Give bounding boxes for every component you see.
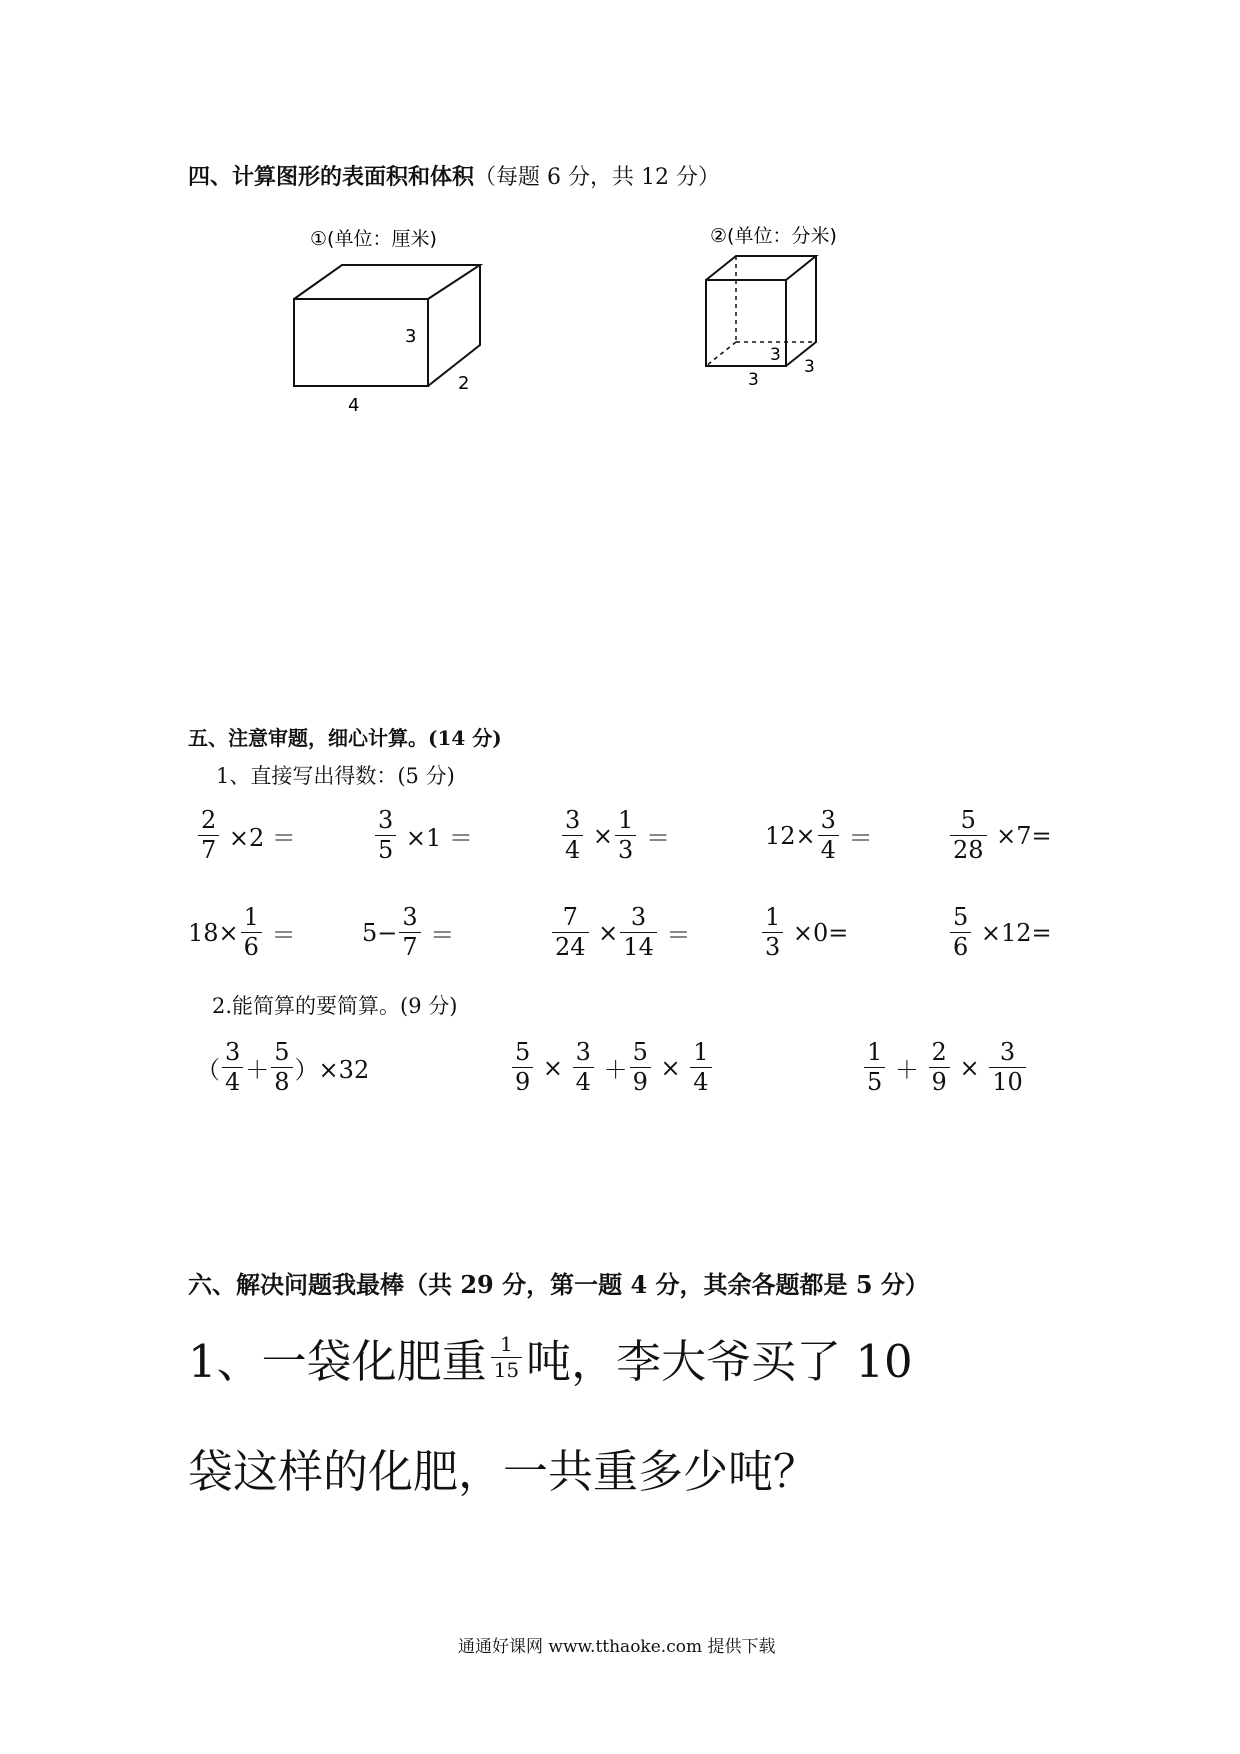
fraction: $\frac{5}{9}$ [630,1040,651,1095]
section4-note: （每题 6 分，共 12 分） [474,165,720,190]
simplify-expr-2: $\frac{5}{9}$ × $\frac{3}{4}$ ＋ $\frac{5}{9}$ × $\frac{1}{4}$ [510,1040,714,1095]
cube-side-face [786,256,816,366]
section5-heading: 五、注意审题，细心计算。(14 分) [188,726,502,750]
section5-sub1: 1、直接写出得数：(5 分) [216,764,455,788]
fraction: $\frac{1}{5}$ [864,1040,885,1095]
problem1-line2: 袋这样的化肥，一共重多少吨？ [188,1445,819,1498]
calc-r2-1: 18× $\frac{1}{6}$ ＝ [188,903,296,962]
fraction: $\frac{5}{6}$ [950,905,971,960]
fraction: $\frac{3}{7}$ [399,905,420,960]
calc-r1-2: $\frac{3}{5}$ ×1 ＝ [373,808,473,863]
fraction: $\frac{5}{8}$ [271,1040,292,1095]
fraction: $\frac{1}{4}$ [690,1040,711,1095]
calc-r1-5: $\frac{5}{28}$ ×7= [948,808,1052,863]
fraction: $\frac{3}{10}$ [989,1040,1026,1095]
footer-text: 通通好课网 www.tthaoke.com 提供下载 [458,1637,776,1657]
cube-side-label: 3 [804,357,815,377]
calc-r1-1: $\frac{2}{7}$ ×2 ＝ [196,808,296,863]
fraction: $\frac{3}{14}$ [620,905,657,960]
cuboid-figure [280,225,510,415]
calc-r1-4: 12× $\frac{3}{4}$ ＝ [765,806,873,865]
cube-inner-label: 3 [770,345,781,365]
cube-figure [690,222,890,392]
fraction: $\frac{1}{6}$ [241,905,262,960]
calc-r2-3: $\frac{7}{24}$ × $\frac{3}{14}$ ＝ [550,905,690,960]
cuboid-length-label: 4 [348,395,360,415]
fraction: $\frac{2}{7}$ [198,808,219,863]
simplify-expr-3: $\frac{1}{5}$ ＋ $\frac{2}{9}$ × $\frac{3}{10}$ [862,1040,1028,1095]
fraction: $\frac{3}{4}$ [573,1040,594,1095]
cuboid-height-label: 3 [405,326,417,347]
cuboid-label: ①(单位：厘米) [310,228,437,250]
fraction: $\frac{3}{4}$ [222,1040,243,1095]
fraction: $\frac{3}{4}$ [562,808,583,863]
section5-sub2: 2.能简算的要简算。(9 分) [212,994,458,1018]
fraction: $\frac{5}{9}$ [512,1040,533,1095]
calc-r2-4: $\frac{1}{3}$ ×0= [760,905,848,960]
fraction: $\frac{7}{24}$ [552,905,589,960]
problem1-line1: 1、一袋化肥重 $\frac{1}{15}$ 吨，李大爷买了 10 [188,1332,913,1388]
calc-r2-5: $\frac{5}{6}$ ×12= [948,905,1052,960]
cuboid-top-face [294,265,480,299]
fraction: $\frac{1}{15}$ [491,1334,522,1381]
fraction: $\frac{1}{3}$ [615,808,636,863]
cube-hidden-depth [706,342,736,366]
calc-r2-2: 5− $\frac{3}{7}$ ＝ [362,903,455,962]
simplify-expr-1: （ $\frac{3}{4}$ ＋ $\frac{5}{8}$ ）×32 [196,1038,370,1097]
section6-heading: 六、解决问题我最棒（共 29 分，第一题 4 分，其余各题都是 5 分） [188,1270,929,1299]
cube-front-label: 3 [748,370,759,390]
fraction: $\frac{2}{9}$ [929,1040,950,1095]
fraction: $\frac{3}{4}$ [818,808,839,863]
fraction: $\frac{1}{3}$ [762,905,783,960]
cube-top-face [706,256,816,280]
cube-label: ②(单位：分米) [710,225,837,247]
calc-r1-3: $\frac{3}{4}$ × $\frac{1}{3}$ ＝ [560,808,670,863]
section4-heading [188,160,720,191]
section4-title: 四、计算图形的表面积和体积 [188,164,475,190]
fraction: $\frac{5}{28}$ [950,808,987,863]
fraction: $\frac{3}{5}$ [375,808,396,863]
cuboid-width-label: 2 [458,373,470,394]
